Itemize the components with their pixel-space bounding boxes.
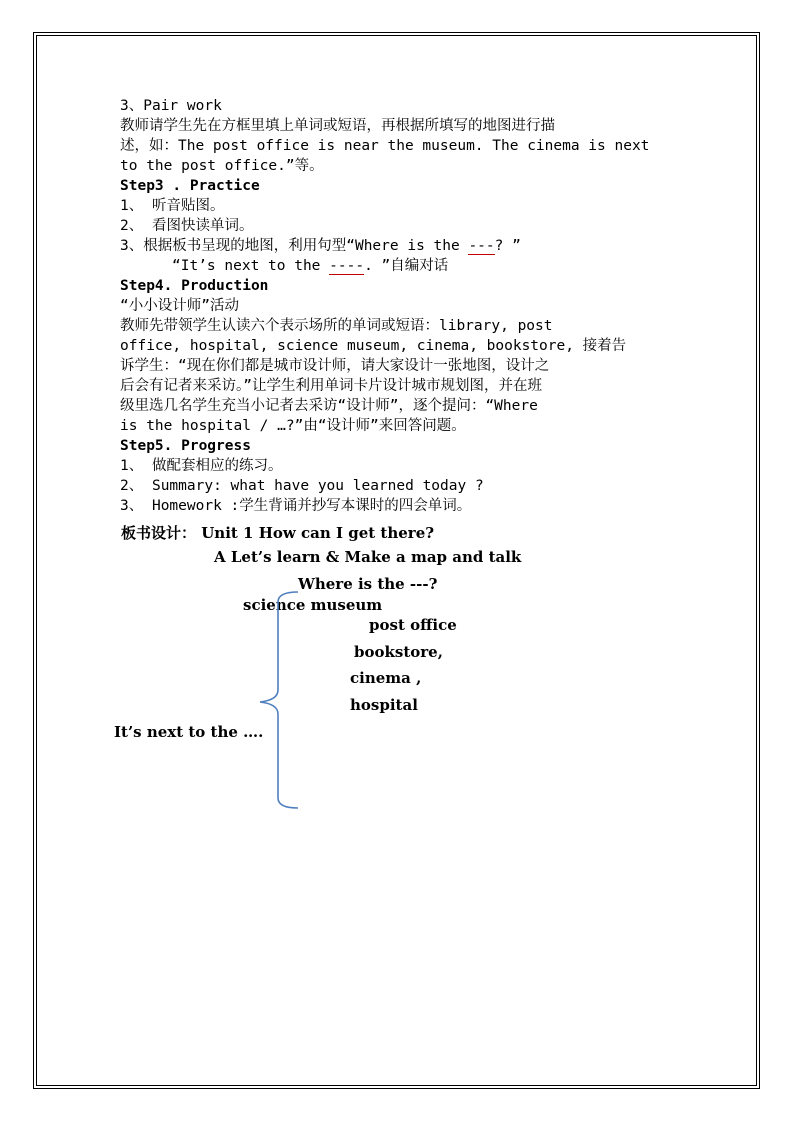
step3-item3-text: 3、根据板书呈现的地图，利用句型“Where is the (120, 238, 469, 254)
pair-work-line: to the post office.”等。 (120, 158, 324, 174)
step3-item (120, 236, 521, 256)
step4-line: 后会有记者来采访。”让学生利用单词卡片设计城市规划图，并在班 (120, 378, 542, 394)
step3-item3-text: . ”自编对话 (364, 258, 449, 274)
step3-item3-text: “It’s next to the (172, 258, 330, 274)
pair-work-heading: 3、Pair work (120, 98, 222, 114)
step4-title: Step4. Production (120, 278, 269, 294)
step4-line: is the hospital / …?”由“设计师”来回答问题。 (120, 418, 466, 434)
board-place: post office (369, 616, 457, 634)
step3-title: Step3 . Practice (120, 178, 260, 194)
blank-underline: --- (468, 238, 495, 254)
step3-item (172, 256, 448, 276)
blank-underline: ---- (329, 258, 365, 274)
step5-item: 2、 Summary: what have you learned today ? (120, 478, 484, 494)
board-place: bookstore, (354, 643, 443, 661)
step4-line: 教师先带领学生认读六个表示场所的单词或短语：library, post (120, 318, 553, 334)
brace-icon (258, 590, 308, 812)
step5-item: 1、 做配套相应的练习。 (120, 458, 283, 474)
board-place: science museum (243, 596, 383, 614)
board-question: Where is the ---? (298, 575, 438, 593)
pair-work-line: 教师请学生先在方框里填上单词或短语，再根据所填写的地图进行描 (120, 118, 555, 134)
board-heading: 板书设计： Unit 1 How can I get there? (121, 524, 435, 542)
step3-item: 1、 听音贴图。 (120, 198, 225, 214)
step3-item3-text: ? ” (494, 238, 521, 254)
board-place: cinema , (350, 669, 422, 687)
board-answer: It’s next to the …. (114, 723, 264, 741)
step4-line: office, hospital, science museum, cinema, bookstore, 接着告 (120, 338, 627, 354)
step3-item: 2、 看图快读单词。 (120, 218, 254, 234)
step5-title: Step5. Progress (120, 438, 251, 454)
pair-work-line: 述，如：The post office is near the museum. The cinema is next (120, 138, 650, 154)
step4-line: 诉学生：“现在你们都是城市设计师，请大家设计一张地图，设计之 (120, 358, 550, 374)
board-subtitle: A Let’s learn & Make a map and talk (214, 548, 522, 566)
step4-line: 级里选几名学生充当小记者去采访“设计师”，逐个提问：“Where (120, 398, 538, 414)
step4-activity: “小小设计师”活动 (120, 298, 239, 314)
step5-item: 3、 Homework :学生背诵并抄写本课时的四会单词。 (120, 498, 472, 514)
board-place: hospital (350, 696, 418, 714)
